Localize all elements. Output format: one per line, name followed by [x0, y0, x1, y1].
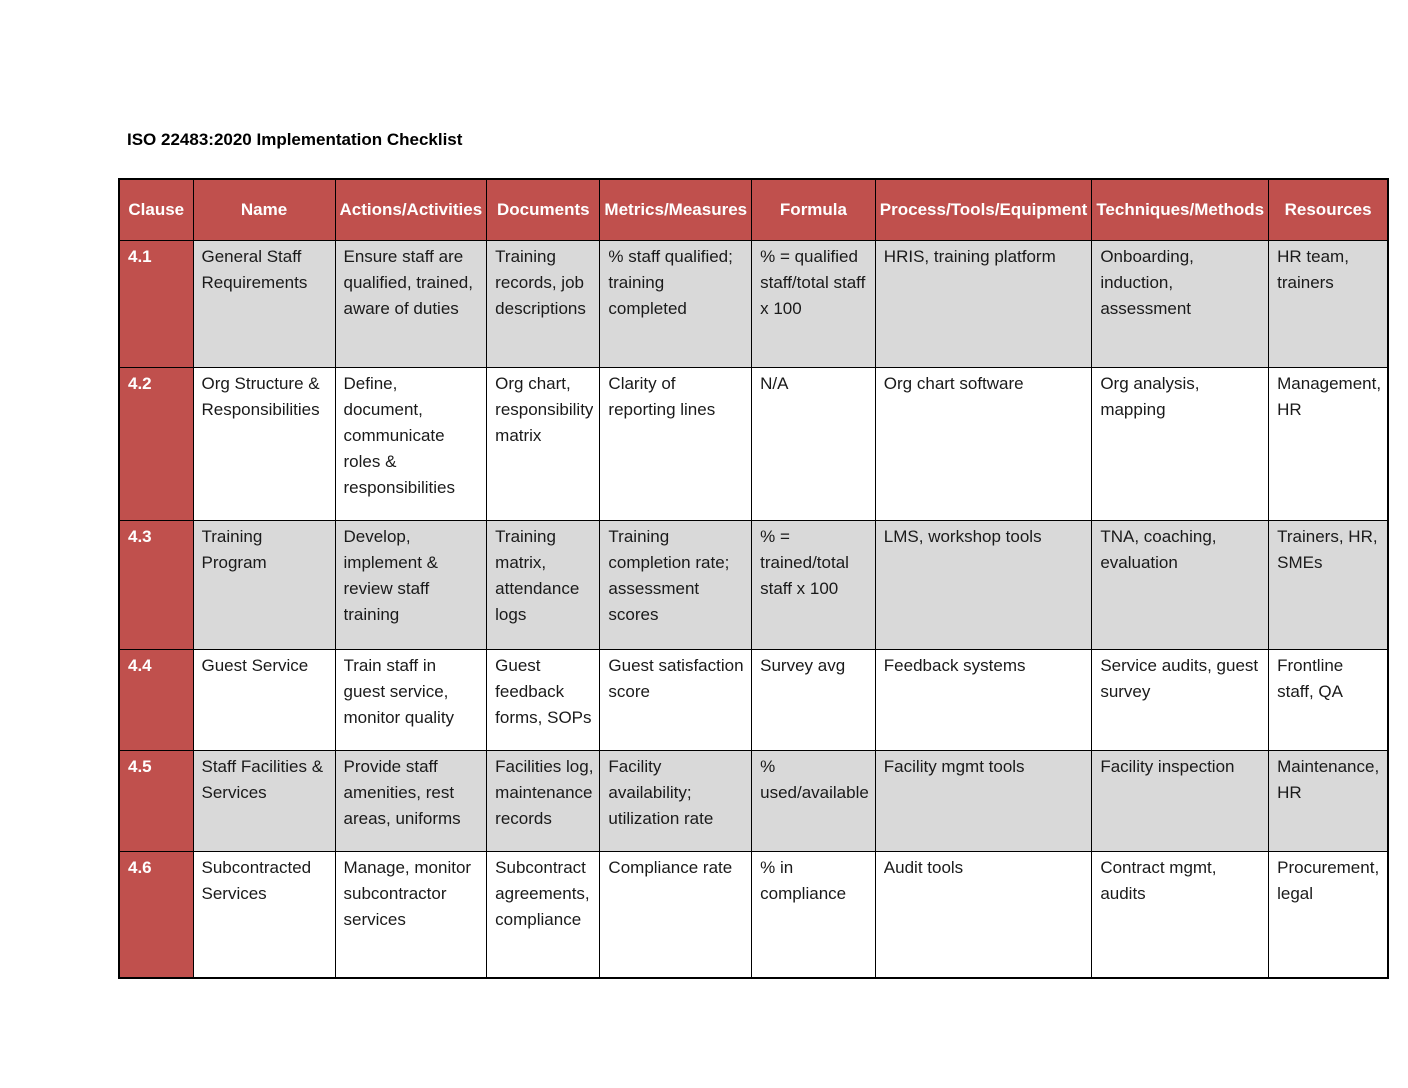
cell-clause: 4.3 — [119, 521, 193, 650]
column-header-actions: Actions/Activities — [335, 179, 487, 241]
column-header-clause: Clause — [119, 179, 193, 241]
cell-actions: Provide staff amenities, rest areas, uniforms — [335, 751, 487, 852]
cell-resources: Maintenance, HR — [1269, 751, 1388, 852]
cell-techniques: Contract mgmt, audits — [1092, 852, 1269, 979]
column-header-resources: Resources — [1269, 179, 1388, 241]
cell-process: LMS, workshop tools — [875, 521, 1092, 650]
cell-actions: Develop, implement & review staff training — [335, 521, 487, 650]
cell-clause: 4.1 — [119, 241, 193, 368]
cell-techniques: TNA, coaching, evaluation — [1092, 521, 1269, 650]
cell-metrics: Guest satisfaction score — [600, 650, 752, 751]
cell-formula: Survey avg — [752, 650, 876, 751]
cell-formula: % in compliance — [752, 852, 876, 979]
cell-resources: HR team, trainers — [1269, 241, 1388, 368]
cell-name: Subcontracted Services — [193, 852, 335, 979]
cell-resources: Frontline staff, QA — [1269, 650, 1388, 751]
table-header — [119, 179, 1388, 241]
cell-process: Facility mgmt tools — [875, 751, 1092, 852]
cell-documents: Facilities log, maintenance records — [487, 751, 600, 852]
cell-metrics: Facility availability; utilization rate — [600, 751, 752, 852]
checklist-table — [118, 178, 1389, 979]
table-row — [119, 751, 1388, 852]
cell-process: HRIS, training platform — [875, 241, 1092, 368]
cell-name: Training Program — [193, 521, 335, 650]
cell-actions: Manage, monitor subcontractor services — [335, 852, 487, 979]
cell-formula: % = trained/total staff x 100 — [752, 521, 876, 650]
cell-techniques: Facility inspection — [1092, 751, 1269, 852]
cell-clause: 4.5 — [119, 751, 193, 852]
cell-name: Org Structure & Responsibilities — [193, 368, 335, 521]
cell-documents: Org chart, responsibility matrix — [487, 368, 600, 521]
cell-process: Audit tools — [875, 852, 1092, 979]
cell-actions: Train staff in guest service, monitor quality — [335, 650, 487, 751]
cell-resources: Trainers, HR, SMEs — [1269, 521, 1388, 650]
cell-techniques: Service audits, guest survey — [1092, 650, 1269, 751]
column-header-metrics: Metrics/Measures — [600, 179, 752, 241]
cell-techniques: Onboarding, induction, assessment — [1092, 241, 1269, 368]
cell-actions: Define, document, communicate roles & responsibilities — [335, 368, 487, 521]
table-row — [119, 241, 1388, 368]
cell-documents: Guest feedback forms, SOPs — [487, 650, 600, 751]
cell-clause: 4.4 — [119, 650, 193, 751]
header-row — [119, 179, 1388, 241]
column-header-process: Process/Tools/Equipment — [875, 179, 1092, 241]
cell-resources: Management, HR — [1269, 368, 1388, 521]
cell-formula: % = qualified staff/total staff x 100 — [752, 241, 876, 368]
column-header-documents: Documents — [487, 179, 600, 241]
cell-process: Org chart software — [875, 368, 1092, 521]
cell-resources: Procurement, legal — [1269, 852, 1388, 979]
cell-name: Staff Facilities & Services — [193, 751, 335, 852]
column-header-techniques: Techniques/Methods — [1092, 179, 1269, 241]
cell-documents: Subcontract agreements, compliance — [487, 852, 600, 979]
cell-formula: % used/available — [752, 751, 876, 852]
cell-clause: 4.2 — [119, 368, 193, 521]
page-title: ISO 22483:2020 Implementation Checklist — [127, 130, 463, 149]
table-row — [119, 650, 1388, 751]
cell-techniques: Org analysis, mapping — [1092, 368, 1269, 521]
cell-metrics: Clarity of reporting lines — [600, 368, 752, 521]
cell-name: Guest Service — [193, 650, 335, 751]
table-row — [119, 368, 1388, 521]
table-row — [119, 852, 1388, 979]
cell-name: General Staff Requirements — [193, 241, 335, 368]
table-row — [119, 521, 1388, 650]
cell-metrics: Training completion rate; assessment scores — [600, 521, 752, 650]
cell-process: Feedback systems — [875, 650, 1092, 751]
cell-metrics: % staff qualified; training completed — [600, 241, 752, 368]
cell-documents: Training records, job descriptions — [487, 241, 600, 368]
cell-formula: N/A — [752, 368, 876, 521]
column-header-name: Name — [193, 179, 335, 241]
cell-documents: Training matrix, attendance logs — [487, 521, 600, 650]
cell-clause: 4.6 — [119, 852, 193, 979]
column-header-formula: Formula — [752, 179, 876, 241]
cell-metrics: Compliance rate — [600, 852, 752, 979]
cell-actions: Ensure staff are qualified, trained, aware of duties — [335, 241, 487, 368]
